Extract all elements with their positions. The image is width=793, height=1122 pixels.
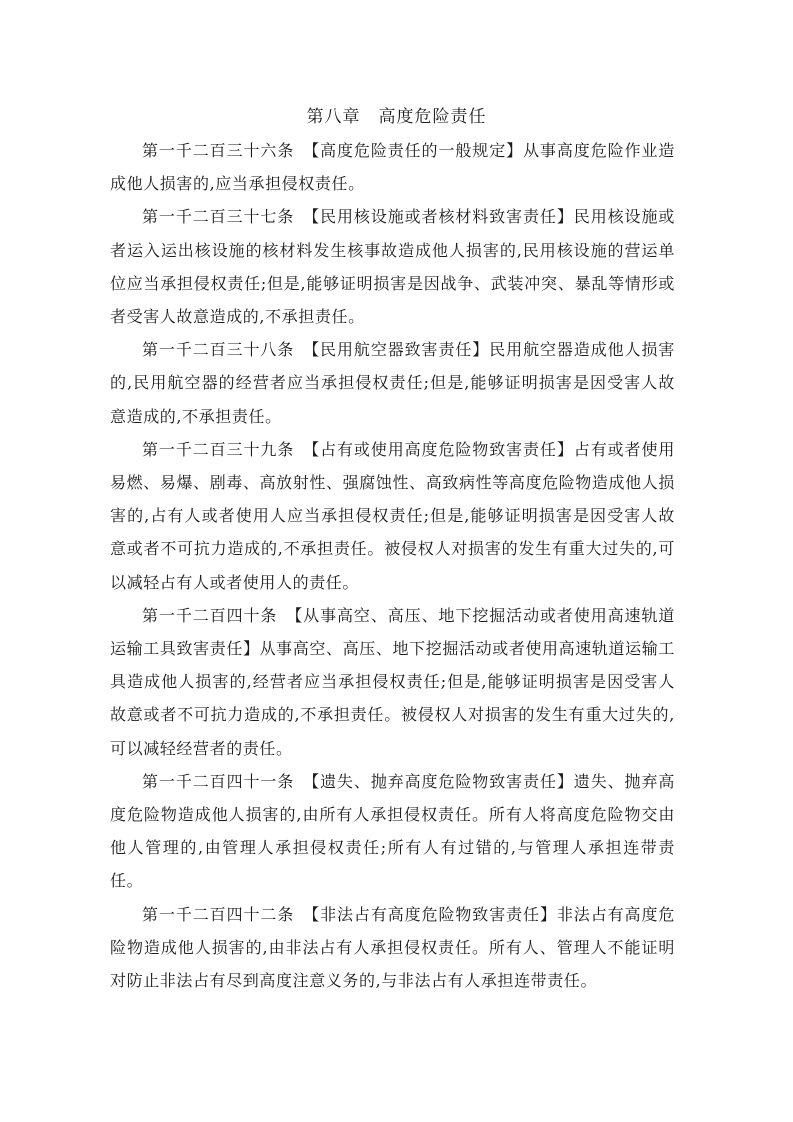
article-number: 第一千二百三十六条 bbox=[142, 141, 312, 160]
article-number: 第一千二百四十二条 bbox=[142, 904, 312, 924]
article-heading: 【从事高空、高压、地下挖掘活动或者使用高速轨道运输工具致害责任】 bbox=[110, 605, 675, 659]
article-1236 bbox=[110, 134, 675, 200]
article-number: 第一千二百三十七条 bbox=[142, 207, 312, 227]
chapter-title: 第八章 高度危险责任 bbox=[306, 107, 487, 127]
article-text: 占有或者使用易燃、易爆、剧毒、高放射性、强腐蚀性、高致病性等高度危险物造成他人损害的,占有人或者使用人应当承担侵权责任;但是,能够证明损害是因受害人故意或者不可抗力造成的,不承担责任。被侵权人对损害的发生有重大过失的,可以减轻占有人或者使用人的责任。 bbox=[110, 439, 675, 592]
article-heading: 【民用核设施或者核材料致害责任】 bbox=[311, 207, 574, 227]
article-1242 bbox=[110, 898, 675, 998]
articles-body bbox=[110, 134, 675, 997]
article-1240 bbox=[110, 599, 675, 765]
article-text: 民用核设施或者运入运出核设施的核材料发生核事故造成他人损害的,民用核设施的营运单位应当承担侵权责任;但是,能够证明损害是因战争、武装冲突、暴乱等情形或者受害人故意造成的,不承担责任。 bbox=[110, 207, 675, 327]
article-1239 bbox=[110, 433, 675, 599]
article-heading: 【遗失、抛弃高度危险物致害责任】 bbox=[311, 771, 574, 791]
article-number: 第一千二百三十九条 bbox=[142, 439, 312, 459]
article-heading: 【高度危险责任的一般规定】 bbox=[311, 141, 524, 160]
article-text: 遗失、抛弃高度危险物造成他人损害的,由所有人承担侵权责任。所有人将高度危险物交由他人管理的,由管理人承担侵权责任;所有人有过错的,与管理人承担连带责任。 bbox=[110, 771, 675, 891]
article-1241 bbox=[110, 765, 675, 898]
article-heading: 【非法占有高度危险物致害责任】 bbox=[311, 904, 557, 924]
article-number: 第一千二百四十一条 bbox=[142, 771, 312, 791]
article-number: 第一千二百四十条 bbox=[142, 605, 295, 625]
article-text: 从事高度危险作业造成他人损害的,应当承担侵权责任。 bbox=[110, 141, 675, 194]
article-heading: 【占有或使用高度危险物致害责任】 bbox=[311, 439, 574, 459]
article-text: 非法占有高度危险物造成他人损害的,由非法占有人承担侵权责任。所有人、管理人不能证明对防止非法占有尽到高度注意义务的,与非法占有人承担连带责任。 bbox=[110, 904, 675, 991]
article-heading: 【民用航空器致害责任】 bbox=[311, 340, 490, 360]
article-1237 bbox=[110, 200, 675, 333]
article-text: 从事高空、高压、地下挖掘活动或者使用高速轨道运输工具造成他人损害的,经营者应当承担侵权责任;但是,能够证明损害是因受害人故意或者不可抗力造成的,不承担责任。被侵权人对损害的发生有重大过失的,可以减轻经营者的责任。 bbox=[110, 639, 675, 758]
article-1238 bbox=[110, 333, 675, 433]
article-number: 第一千二百三十八条 bbox=[142, 340, 312, 360]
article-text: 民用航空器造成他人损害的,民用航空器的经营者应当承担侵权责任;但是,能够证明损害是因受害人故意造成的,不承担责任。 bbox=[110, 340, 675, 426]
